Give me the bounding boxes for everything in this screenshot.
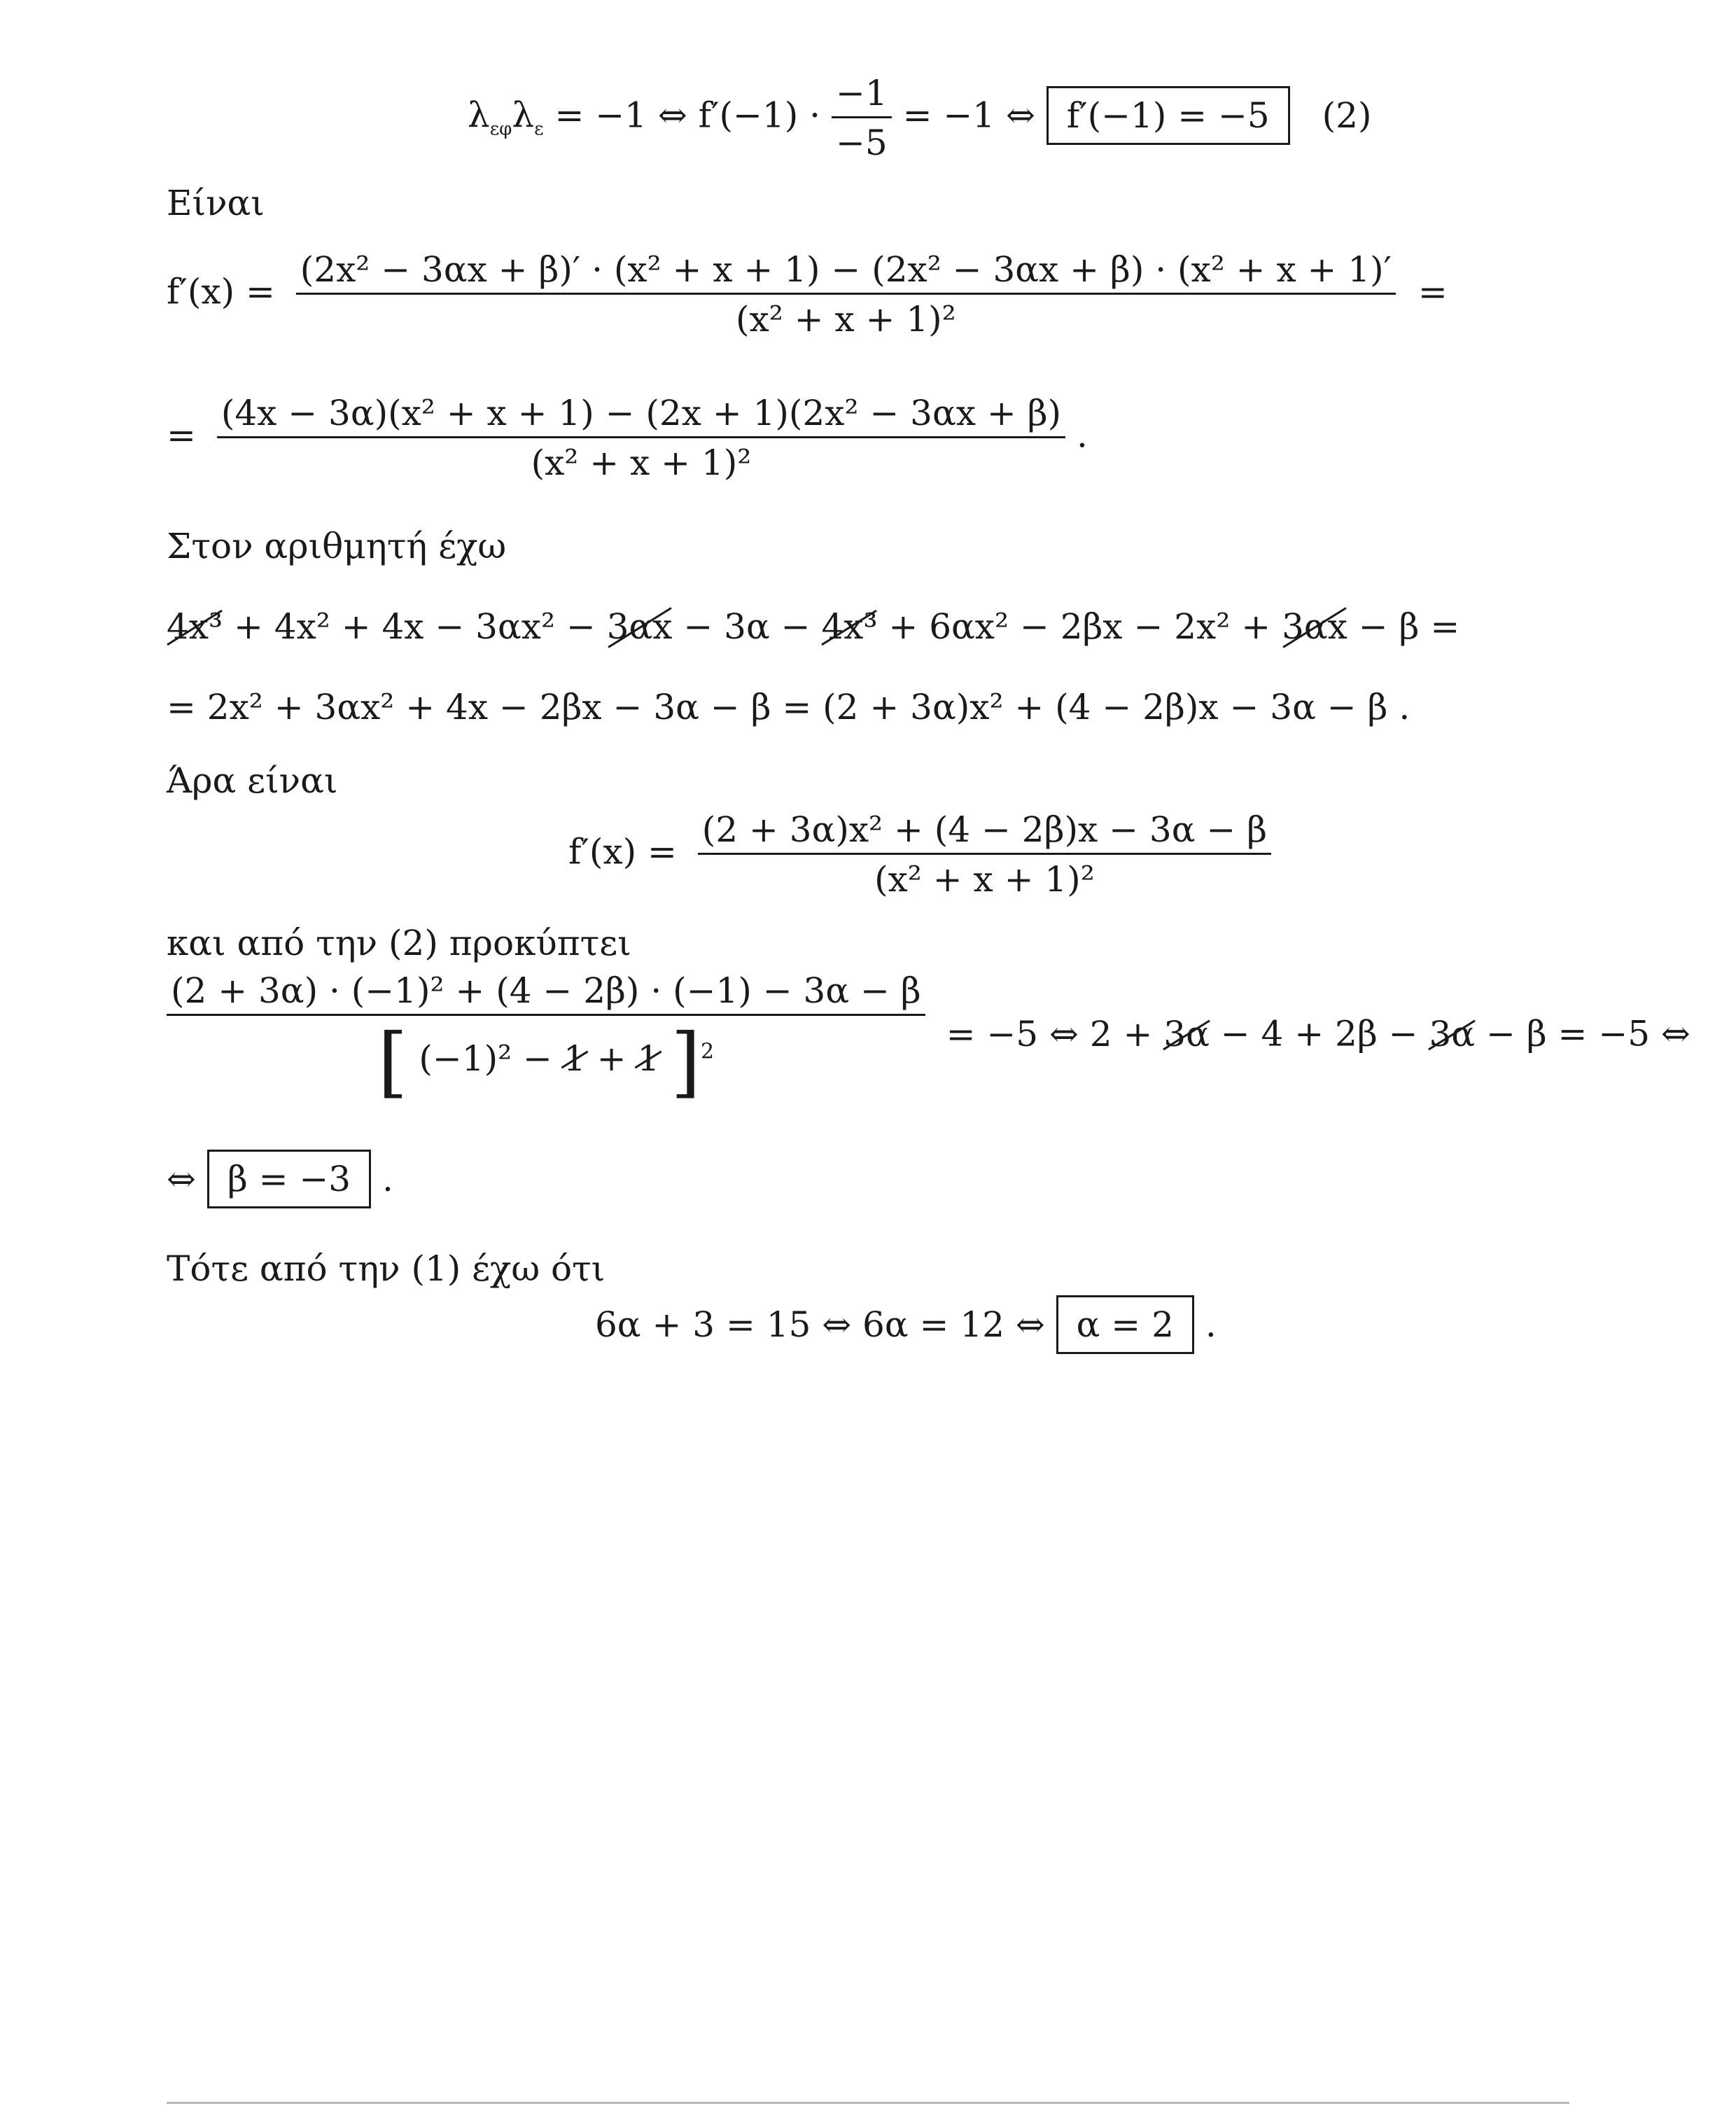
cancelled-term-4x3: 4x³ bbox=[821, 606, 878, 647]
equivalence-symbol: ⇔ bbox=[167, 1159, 196, 1199]
substitution-rhs: = −5 ⇔ 2 + bbox=[946, 1013, 1153, 1054]
derivative-equation bbox=[167, 249, 1448, 340]
numerator-term-group: + 4x² + 4x − 3αx² − bbox=[233, 606, 596, 647]
derivative-denominator: (x² + x + 1)² bbox=[296, 293, 1396, 337]
paragraph-eival: Είναι bbox=[167, 183, 265, 223]
final-derivative-numerator: (2 + 3α)x² + (4 − 2β)x − 3α − β bbox=[701, 809, 1268, 850]
expanded-denominator: (x² + x + 1)² bbox=[217, 436, 1065, 480]
cancelled-one: 1 bbox=[637, 1038, 660, 1079]
derivative-equals: = bbox=[1418, 271, 1448, 312]
fraction-numerator: −1 bbox=[835, 73, 888, 113]
numerator-term-group: − 3α − bbox=[683, 606, 811, 647]
derivative-numerator: (2x² − 3αx + β)′ · (x² + x + 1) − (2x² − 3αx + β) · (x² + x + 1)′ bbox=[300, 249, 1392, 290]
final-derivative-lhs: f′(x) = bbox=[568, 831, 677, 872]
boxed-result-fprime: f′(−1) = −5 bbox=[1046, 86, 1290, 145]
slope-relation-equation bbox=[468, 73, 1372, 163]
lambda-symbol: λ bbox=[512, 95, 535, 136]
expanded-derivative-equation bbox=[167, 393, 1088, 483]
expanded-numerator: (4x − 3α)(x² + x + 1) − (2x + 1)(2x² − 3αx + β) bbox=[220, 393, 1062, 433]
bracket-exponent: 2 bbox=[701, 1039, 715, 1064]
expanded-lead-equals: = bbox=[167, 414, 196, 456]
fraction-minus-one-over-minus-five bbox=[832, 73, 892, 163]
paragraph-numerator-intro: Στον αριθμητή έχω bbox=[167, 526, 507, 566]
boxed-beta-result: β = −3 bbox=[207, 1150, 371, 1208]
subscript-tangent: εφ bbox=[489, 118, 512, 140]
left-bracket: [ bbox=[377, 1017, 408, 1106]
derivative-fraction bbox=[296, 249, 1396, 340]
fraction-denominator: −5 bbox=[832, 116, 892, 160]
final-derivative-fraction bbox=[698, 809, 1271, 900]
expanded-fraction bbox=[217, 393, 1065, 483]
final-derivative-equation bbox=[568, 809, 1271, 900]
substitution-rhs: − 4 + 2β − bbox=[1220, 1013, 1418, 1054]
beta-period: . bbox=[382, 1159, 393, 1199]
footer-rule bbox=[167, 2102, 1569, 2104]
numerator-term-group: − β = bbox=[1358, 606, 1460, 647]
substitution-numerator: (2 + 3α) · (−1)² + (4 − 2β) · (−1) − 3α − β bbox=[171, 970, 921, 1011]
cancelled-term-3a: 3α bbox=[1429, 1013, 1476, 1054]
substitution-denominator bbox=[167, 1014, 925, 1106]
subscript-line: ε bbox=[534, 118, 544, 140]
alpha-period: . bbox=[1205, 1304, 1217, 1345]
paragraph-ara-einai: Άρα είναι bbox=[167, 760, 338, 801]
denominator-term: (−1)² − bbox=[419, 1038, 552, 1079]
slope-text-a: = −1 ⇔ f′(−1) · bbox=[554, 95, 821, 136]
substitution-rhs: − β = −5 ⇔ bbox=[1485, 1013, 1690, 1054]
cancelled-term-3ax: 3αx bbox=[1282, 606, 1348, 647]
lambda-symbol: λ bbox=[468, 95, 490, 136]
cancelled-term-3ax: 3αx bbox=[606, 606, 673, 647]
alpha-result-line bbox=[595, 1295, 1217, 1354]
cancelled-term-4x3: 4x³ bbox=[167, 606, 223, 647]
slope-text-b: = −1 ⇔ bbox=[902, 95, 1035, 136]
numerator-expansion-line-1 bbox=[167, 606, 1460, 647]
right-bracket: ] bbox=[671, 1017, 701, 1106]
cancelled-one: 1 bbox=[563, 1038, 586, 1079]
denominator-plus: + bbox=[596, 1038, 626, 1079]
paragraph-kai-apo: και από την (2) προκύπτει bbox=[167, 923, 631, 963]
cancelled-term-3a: 3α bbox=[1163, 1013, 1210, 1054]
derivative-lhs: f′(x) = bbox=[167, 271, 275, 312]
paragraph-tote: Τότε από την (1) έχω ότι bbox=[167, 1248, 606, 1289]
expanded-period: . bbox=[1076, 414, 1088, 456]
final-derivative-denominator: (x² + x + 1)² bbox=[698, 853, 1271, 897]
numerator-term-group: + 6αx² − 2βx − 2x² + bbox=[888, 606, 1271, 647]
numerator-expansion-line-2: = 2x² + 3αx² + 4x − 2βx − 3α − β = (2 + 3α)x² + (4 − 2β)x − 3α − β . bbox=[167, 687, 1410, 727]
alpha-equation: 6α + 3 = 15 ⇔ 6α = 12 ⇔ bbox=[595, 1304, 1045, 1345]
substitution-fraction bbox=[167, 970, 925, 1106]
equation-tag-2: (2) bbox=[1322, 95, 1372, 136]
beta-result-line bbox=[167, 1150, 393, 1208]
boxed-alpha-result: α = 2 bbox=[1056, 1295, 1194, 1354]
substitution-equation bbox=[167, 970, 1690, 1106]
